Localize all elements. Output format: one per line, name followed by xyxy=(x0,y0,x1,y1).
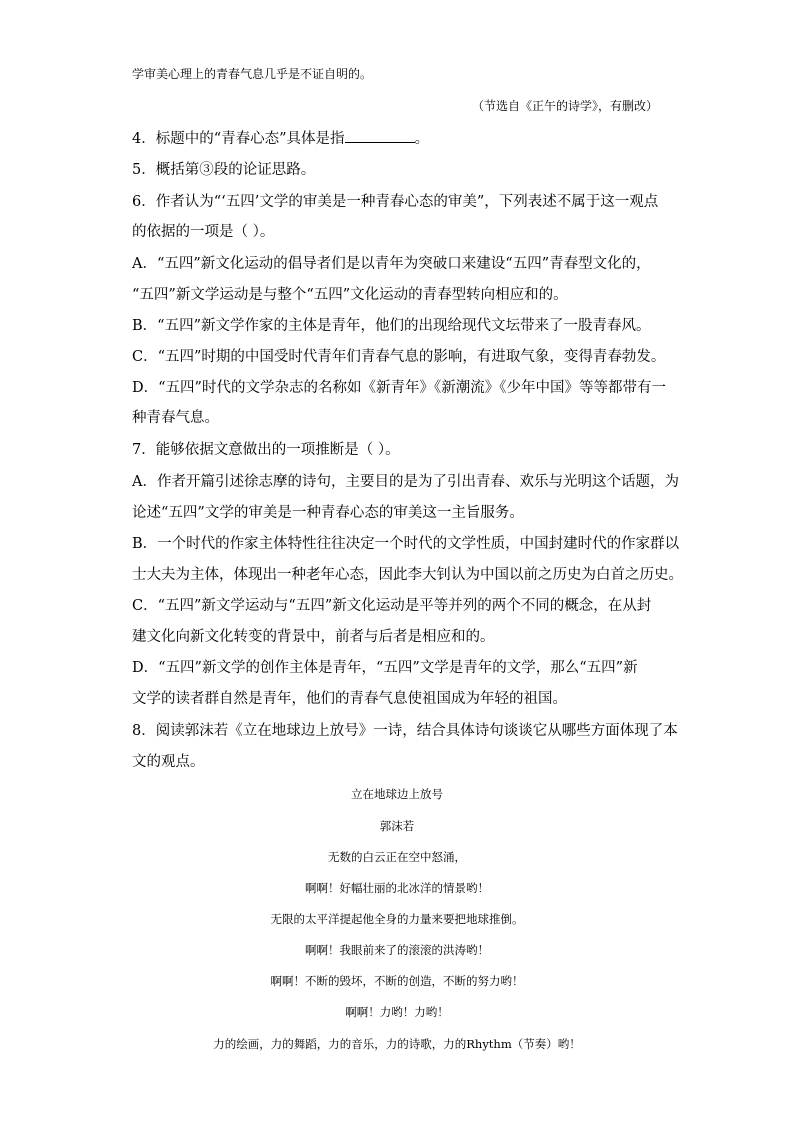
question-6-option-b: B．“五四”新文学作家的主体是青年，他们的出现给现代文坛带来了一股青春风。 xyxy=(132,318,651,334)
question-8-stem-line-1: 8．阅读郭沫若《立在地球边上放号》一诗，结合具体诗句谈谈它从哪些方面体现了本 xyxy=(132,723,678,739)
question-7-stem: 7．能够依据文意做出的一项推断是（ ）。 xyxy=(132,442,400,458)
poem-line: 啊啊！不断的毁坏，不断的创造，不断的努力哟！ xyxy=(270,974,524,988)
poem-line: 力的绘画，力的舞蹈，力的音乐，力的诗歌，力的Rhythm（节奏）哟！ xyxy=(213,1037,581,1051)
question-6-stem-line-2: 的依据的一项是（ ）。 xyxy=(132,224,275,240)
question-6-option-d-line-2: 种青春气息。 xyxy=(132,410,219,426)
question-4-end: 。 xyxy=(414,131,430,147)
question-7-option-b-line-1: B．一个时代的作家主体特性往往决定一个时代的文学性质，中国封建时代的作家群以 xyxy=(132,536,680,552)
question-8-stem-line-2: 文的观点。 xyxy=(132,754,205,770)
question-6-option-a-line-2: “五四”新文学运动是与整个“五四”文化运动的青春型转向相应和的。 xyxy=(132,287,568,303)
question-4 xyxy=(132,128,429,149)
question-6-option-c: C．“五四”时期的中国受时代青年们青春气息的影响，有进取气象，变得青春勃发。 xyxy=(132,349,666,365)
question-6-option-d-line-1: D．“五四”时代的文学杂志的名称如《新青年》《新潮流》《少年中国》等等都带有一 xyxy=(132,380,666,396)
question-7-option-a-line-2: 论述“五四”文学的审美是一种青春心态的审美这一主旨服务。 xyxy=(132,505,524,521)
question-6-stem-line-1: 6．作者认为“‘五四’文学的审美是一种青春心态的审美”，下列表述不属于这一观点 xyxy=(132,194,659,210)
question-7-option-d-line-2: 文学的读者群自然是青年，他们的青春气息使祖国成为年轻的祖国。 xyxy=(132,691,567,707)
passage-source: （节选自《正午的诗学》，有删改） xyxy=(471,99,658,113)
poem-line: 啊啊！力哟！力哟！ xyxy=(345,1005,449,1019)
poem-line: 无限的太平洋提起他全身的力量来要把地球推倒。 xyxy=(270,912,524,926)
poem-title: 立在地球边上放号 xyxy=(351,787,443,801)
poem-line: 无数的白云正在空中怒涌， xyxy=(328,850,466,864)
question-6-option-a-line-1: A．“五四”新文化运动的倡导者们是以青年为突破口来建设“五四”青春型文化的， xyxy=(132,256,651,272)
question-7-option-a-line-1: A．作者开篇引述徐志摩的诗句，主要目的是为了引出青春、欢乐与光明这个话题，为 xyxy=(132,474,679,490)
poem-line: 啊啊！好幅壮丽的北冰洋的情景哟！ xyxy=(305,881,489,895)
question-4-text: 4．标题中的“青春心态”具体是指 xyxy=(132,131,345,147)
poem-line: 啊啊！我眼前来了的滚滚的洪涛哟！ xyxy=(305,943,489,957)
answer-blank[interactable] xyxy=(345,128,415,143)
question-7-option-d-line-1: D．“五四”新文学的创作主体是青年，“五四”文学是青年的文学，那么“五四”新 xyxy=(132,660,638,676)
question-7-option-b-line-2: 士大夫为主体，体现出一种老年心态，因此李大钊认为中国以前之历史为白首之历史。 xyxy=(132,567,683,583)
passage-last-line: 学审美心理上的青春气息几乎是不证自明的。 xyxy=(132,67,373,81)
question-7-option-c-line-1: C．“五四”新文学运动与“五四”新文化运动是平等并列的两个不同的概念，在从封 xyxy=(132,598,652,614)
question-7-option-c-line-2: 建文化向新文化转变的背景中，前者与后者是相应和的。 xyxy=(132,629,495,645)
question-5: 5．概括第③段的论证思路。 xyxy=(132,162,316,178)
poem-author: 郭沫若 xyxy=(379,819,415,833)
